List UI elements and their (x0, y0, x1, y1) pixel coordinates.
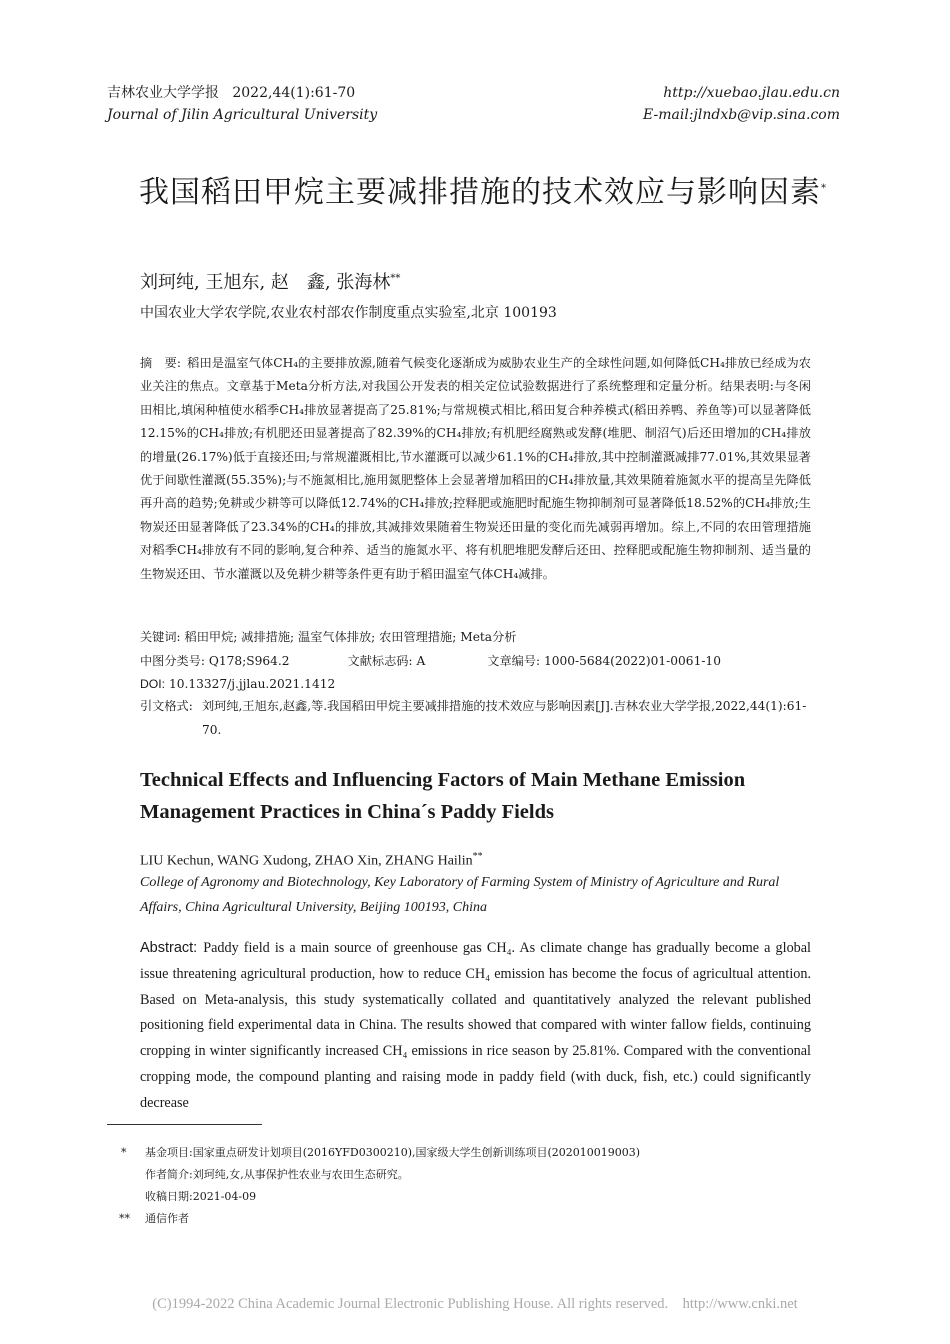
journal-email[interactable]: E-mail:jlndxb@vip.sina.com (643, 107, 840, 123)
doc-code-label: 文献标志码: (347, 654, 413, 668)
doi-value[interactable]: 10.13327/j.jjlau.2021.1412 (168, 677, 336, 691)
keywords-label: 关键词: (140, 630, 181, 644)
abstract-en-text: Paddy field is a main source of greenhouse gas CH₄. As climate change has gradually become a global issue threatening agricultural production, how to reduce CH₄ emission has become the focus of agricultual attention. Based on Meta-analysis, this study systematically collated and quantitatively analyzed the relevant published positioning field experimental data in China. The results showed that compared with winter fallow fields, continuing cropping in winter significantly increased CH₄ emissions in rice season by 25.81%. Compared with the conventional cropping mode, the compound planting and raising mode in paddy field (with duck, fish, etc.) could significantly decrease (140, 940, 811, 1111)
footnote-received-date (107, 1186, 640, 1208)
footnote-text: 收稿日期:2021-04-09 (145, 1190, 257, 1203)
abstract-en (140, 936, 811, 1117)
title-cn (139, 168, 829, 214)
citation-block (140, 694, 811, 737)
citation-label: 引文格式: (140, 699, 193, 713)
citation-text: 刘珂纯,王旭东,赵鑫,等.我国稻田甲烷主要减排措施的技术效应与影响因素[J].吉林农业大学学报,2022,44(1):61-70. (202, 699, 807, 737)
journal-name-en: Journal of Jilin Agricultural University (107, 107, 378, 123)
abstract-cn-label: 摘 要: (140, 356, 182, 370)
abstract-cn (140, 352, 811, 586)
footnote-mark: ** (119, 1212, 130, 1225)
authors-cn (140, 266, 400, 296)
footnote-divider (107, 1124, 262, 1125)
authors-en (140, 846, 483, 873)
journal-header-left (107, 82, 377, 126)
footnote-text: 通信作者 (145, 1212, 189, 1225)
volume-info: 2022,44(1):61-70 (232, 85, 356, 101)
copyright-footer: (C)1994-2022 China Academic Journal Electronic Publishing House. All rights reserved. http://www.cnki.net (152, 1296, 798, 1312)
title-en: Technical Effects and Influencing Factors of Main Methane Emission Management Practices in China´s Paddy Fields (140, 769, 746, 823)
journal-url[interactable]: http://xuebao.jlau.edu.cn (663, 85, 840, 101)
abstract-cn-text: 稻田是温室气体CH₄的主要排放源,随着气候变化逐渐成为威胁农业生产的全球性问题,如何降低CH₄排放已经成为农业关注的焦点。文章基于Meta分析方法,对我国公开发表的相关定位试验数据进行了系统整理和定量分析。结果表明:与冬闲田相比,填闲种植使水稻季CH₄排放显著提高了25.81%;与常规模式相比,稻田复合种养模式(稻田养鸭、养鱼等)可以显著降低12.15%的CH₄排放;有机肥还田显著提高了82.39%的CH₄排放;有机肥经腐熟或发酵(堆肥、制沼气)后还田增加的CH₄排放的增量(26.17%)低于直接还田;与常规灌溉相比,节水灌溉可以减少61.1%的CH₄排放,其中控制灌溉减排77.01%,其效果显著优于间歇性灌溉(55.35%);与不施氮相比,施用氮肥整体上会显著增加稻田的CH₄排放量,其效果随着施氮水平的提高呈先降低再升高的趋势;免耕或少耕等可以降低12.74%的CH₄排放;控释肥或施肥时配施生物抑制剂可显著降低18.52%的CH₄排放;生物炭还田显著降低了23.34%的CH₄的排放,其减排效果随着生物炭还田量的变化而先减弱再增加。综上,不同的农田管理措施对稻季CH₄排放有不同的影响,复合种养、适当的施氮水平、将有机肥堆肥发酵后还田、控释肥或配施生物抑制剂、适当量的生物炭还田、节水灌溉以及免耕少耕等条件更有助于稻田温室气体CH₄减排。 (140, 356, 811, 581)
affiliation-cn: 中国农业大学农学院,农业农村部农作制度重点实验室,北京 100193 (140, 305, 557, 321)
classification-row (140, 650, 721, 673)
footnote-funding (107, 1142, 640, 1164)
title-cn-text: 我国稻田甲烷主要减排措施的技术效应与影响因素 (139, 175, 821, 210)
journal-name-cn: 吉林农业大学学报 (107, 85, 219, 101)
keywords-row (140, 626, 516, 649)
doc-code-value: A (416, 654, 426, 668)
authors-en-text: LIU Kechun, WANG Xudong, ZHAO Xin, ZHANG Hailin (140, 853, 473, 869)
footnote-mark: * (121, 1146, 127, 1159)
title-footnote-mark: * (821, 183, 827, 194)
journal-header-right (643, 82, 840, 126)
doi-label: DOI: (140, 677, 166, 691)
footnotes (107, 1142, 640, 1230)
footnote-author-bio (107, 1164, 640, 1186)
footnote-corresponding (107, 1208, 640, 1230)
footnote-text: 作者简介:刘珂纯,女,从事保护性农业与农田生态研究。 (145, 1168, 409, 1181)
doi-row (140, 673, 335, 696)
clc-label: 中图分类号: (140, 654, 206, 668)
article-no-label: 文章编号: (487, 654, 541, 668)
corresponding-mark-en: ** (472, 851, 483, 862)
abstract-en-label: Abstract: (140, 940, 198, 956)
article-no-value: 1000-5684(2022)01-0061-10 (544, 654, 721, 668)
keywords-text: 稻田甲烷; 减排措施; 温室气体排放; 农田管理措施; Meta分析 (184, 630, 517, 644)
clc-value: Q178;S964.2 (208, 654, 290, 668)
corresponding-mark: ** (390, 273, 401, 284)
authors-cn-text: 刘珂纯, 王旭东, 赵 鑫, 张海林 (140, 272, 391, 293)
affiliation-en: College of Agronomy and Biotechnology, Key Laboratory of Farming System of Ministry of Agriculture and Rural Affairs, China Agricultural University, Beijing 100193, China (140, 875, 780, 915)
footnote-text: 基金项目:国家重点研发计划项目(2016YFD0300210),国家级大学生创新训练项目(202010019003) (145, 1146, 641, 1159)
